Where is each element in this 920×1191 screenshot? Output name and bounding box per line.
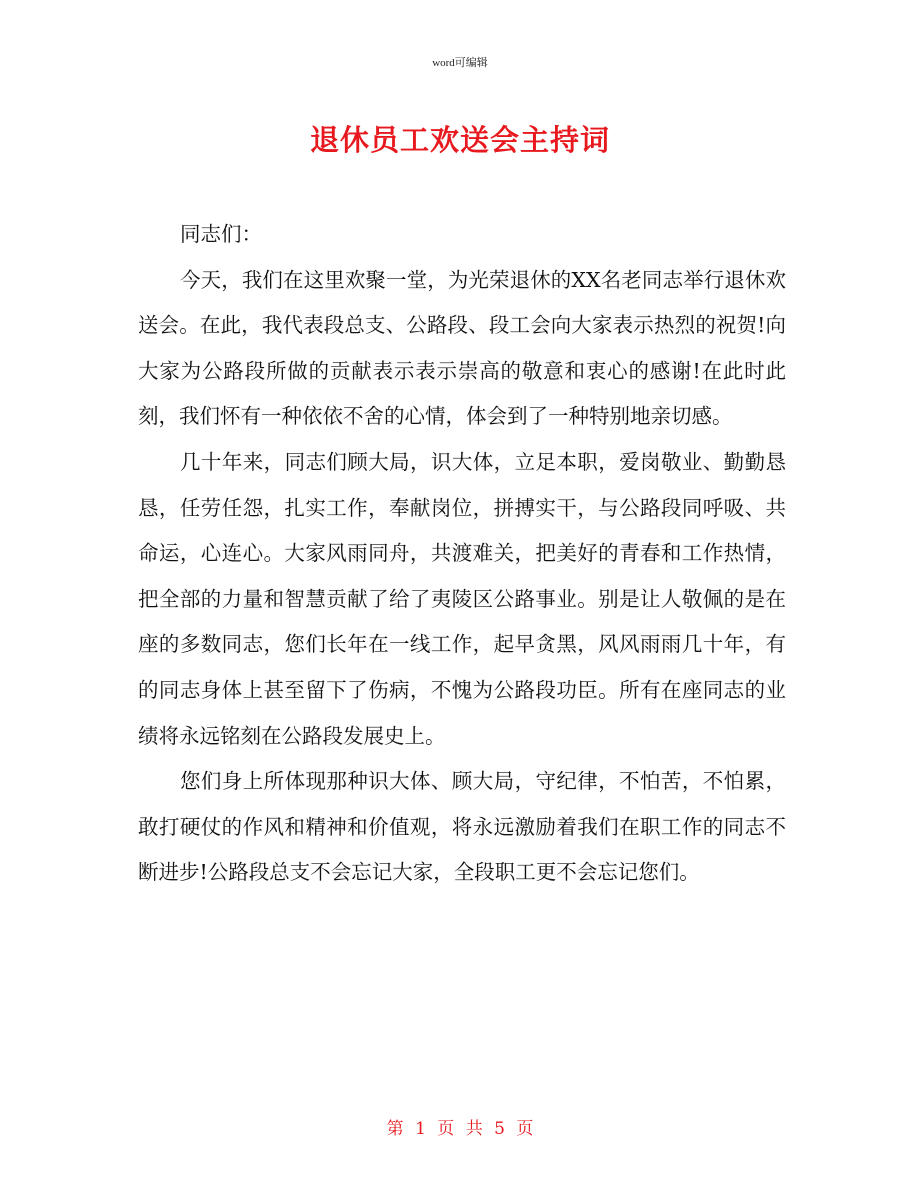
document-title: 退休员工欢送会主持词 [309,123,610,157]
salutation-paragraph: 同志们： [180,222,263,246]
body-paragraph-1: 今天，我们在这里欢聚一堂，为光荣退休的XX名老同志举行退休欢送会。在此，我代表段总支、公路段、段工会向大家表示热烈的祝贺!向大家为公路段所做的贡献表示表示崇高的敬意和衷心的感谢!在此时此刻，我们怀有一种依依不舍的心情，体会到了一种特别地亲切感。 [138,267,786,429]
page-number-footer: 第 1 页 共 5 页 [386,1119,534,1139]
header-note: word可编辑 [432,57,488,69]
body-paragraph-3: 您们身上所体现那种识大体、顾大局，守纪律，不怕苦，不怕累，敢打硬仗的作风和精神和价值观，将永远激励着我们在职工作的同志不断进步!公路段总支不会忘记大家，全段职工更不会忘记您们。 [138,769,786,885]
body-paragraph-2: 几十年来，同志们顾大局，识大体，立足本职，爱岗敬业、勤勤恳恳，任劳任怨，扎实工作，奉献岗位，拼搏实干，与公路段同呼吸、共命运，心连心。大家风雨同舟，共渡难关，把美好的青春和工作热情，把全部的力量和智慧贡献了给了夷陵区公路事业。别是让人敬佩的是在座的多数同志，您们长年在一线工作，起早贪黑，风风雨雨几十年，有的同志身体上甚至留下了伤病，不愧为公路段功臣。所有在座同志的业绩将永远铭刻在公路段发展史上。 [138,449,786,748]
document-body [138,212,786,896]
